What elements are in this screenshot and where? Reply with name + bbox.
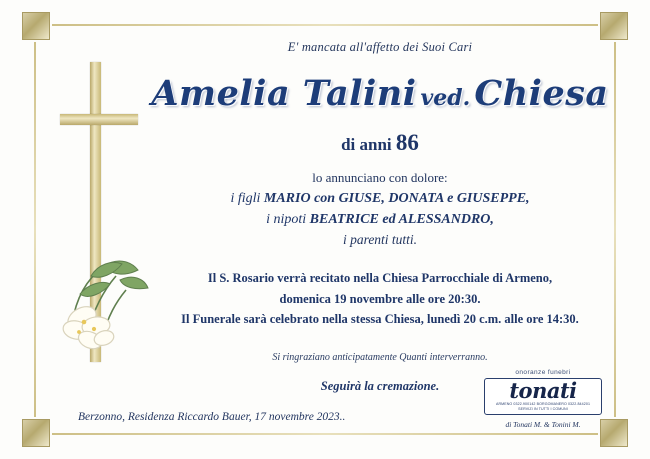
family-grandchildren xyxy=(150,209,610,230)
cross-horizontal-bar xyxy=(60,114,138,125)
children-names: MARIO con GIUSE, DONATA e GIUSEPPE, xyxy=(263,191,530,207)
deceased-name xyxy=(150,73,610,114)
grandchildren-prefix: i nipoti xyxy=(266,212,307,228)
deceased-married-name: Chiesa xyxy=(474,73,609,114)
rosary-line-1: Il S. Rosario verrà recitato nella Chiesa Parrocchiale di Armeno, xyxy=(207,271,553,286)
place-and-date: Berzonno, Residenza Riccardo Bauer, 17 novembre 2023.. xyxy=(78,411,346,423)
announce-line: lo annunciano con dolore: xyxy=(312,170,448,185)
border-rule-right xyxy=(614,42,616,417)
corner-ornament-icon xyxy=(600,419,628,447)
deceased-given-name: Amelia Talini xyxy=(151,73,417,114)
agency-contact-details: ARMENO 0322.900142 BORGOMANERO 0322.844201 SERVIZI IN TUTTI I COMUNI xyxy=(495,402,591,412)
marital-prefix: ved. xyxy=(420,85,471,111)
border-rule-top xyxy=(52,24,598,26)
border-rule-bottom xyxy=(52,433,598,435)
age-line xyxy=(150,130,610,156)
age-label: di anni xyxy=(341,135,392,154)
family-children xyxy=(150,188,610,209)
funeral-line: Il Funerale sarà celebrato nella stessa Chiesa, lunedì 20 c.m. alle ore 14:30. xyxy=(181,312,579,327)
rosary-line-2: domenica 19 novembre alle ore 20:30. xyxy=(279,291,481,306)
agency-kicker: onoranze funebri xyxy=(515,369,571,377)
corner-ornament-icon xyxy=(22,419,50,447)
family-others: i parenti tutti. xyxy=(342,232,418,248)
children-prefix: i figli xyxy=(230,191,261,207)
intro-line: E' mancata all'affetto dei Suoi Cari xyxy=(287,40,473,54)
agency-name: tonati xyxy=(509,378,577,404)
age-value: 86 xyxy=(395,130,419,155)
funeral-agency-logo xyxy=(484,369,602,429)
agency-owner: di Tonati M. & Tonini M. xyxy=(505,420,581,429)
rites-block xyxy=(150,268,610,330)
border-rule-left xyxy=(34,42,36,417)
corner-ornament-icon xyxy=(22,12,50,40)
notice-content xyxy=(150,40,610,394)
grandchildren-names: BEATRICE ed ALESSANDRO, xyxy=(309,212,494,228)
agency-logo-box xyxy=(484,378,602,415)
thanks-line: Si ringraziano anticipatamente Quanti interverranno. xyxy=(272,352,488,364)
cremation-line: Seguirà la cremazione. xyxy=(320,379,440,394)
corner-ornament-icon xyxy=(600,12,628,40)
lily-flowers-icon xyxy=(46,246,156,356)
